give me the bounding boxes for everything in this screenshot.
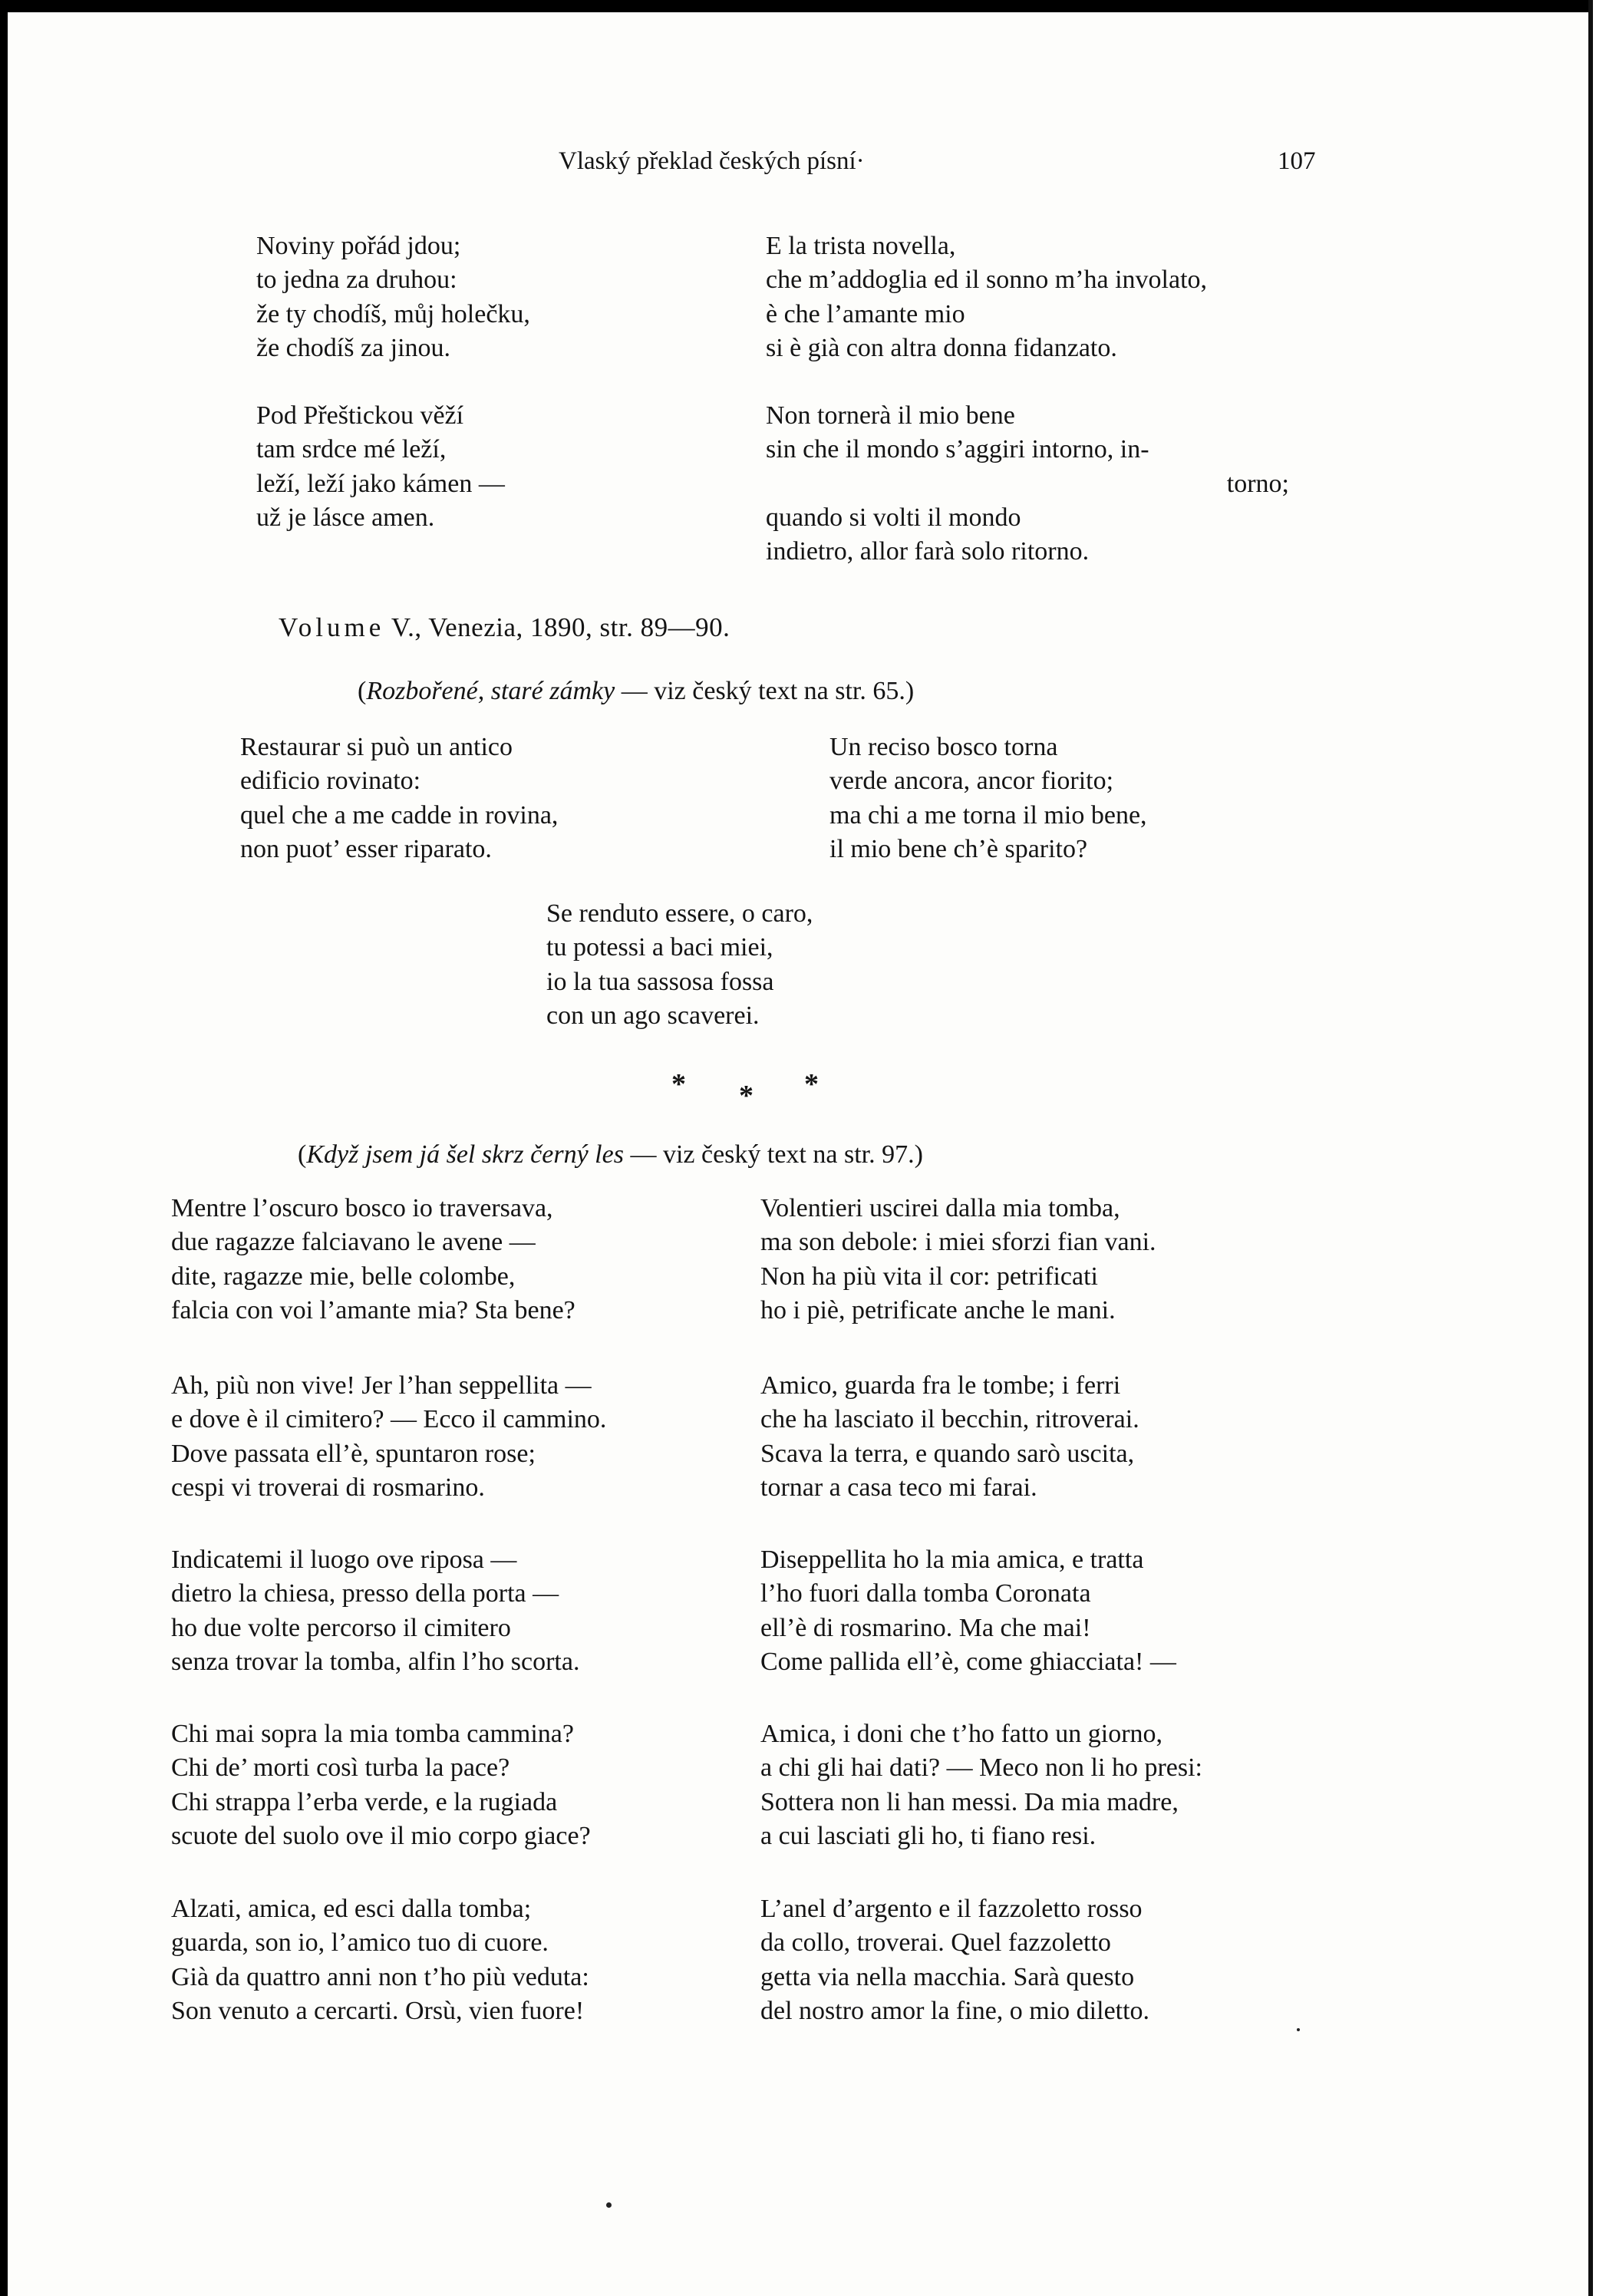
verse-line: Indicatemi il luogo ove riposa — <box>171 1546 517 1574</box>
verse-line: due ragazze falciavano le avene — <box>171 1228 536 1257</box>
song-reference-1: (Rozbořené, staré zámky — viz český text na str. 65.) <box>358 677 915 705</box>
right-stanza <box>760 1717 1202 1853</box>
verse-line-continuation: torno; <box>1226 469 1289 498</box>
verse-line: ell’è di rosmarino. Ma che mai! <box>760 1613 1091 1642</box>
verse-line: Dove passata ell’è, spuntaron rose; <box>171 1439 536 1468</box>
verse-line: e dove è il cimitero? — Ecco il cammino. <box>171 1405 607 1434</box>
asterisk: * <box>739 1080 754 1112</box>
verse-line: cespi vi troverai di rosmarino. <box>171 1473 485 1502</box>
verse-line: Chi de’ morti così turba la pace? <box>171 1753 510 1783</box>
source-citation <box>279 612 730 643</box>
verse-line: Amica, i doni che t’ho fatto un giorno, <box>760 1720 1163 1748</box>
verse-line: Amico, guarda fra le tombe; i ferri <box>760 1371 1121 1400</box>
left-stanza <box>171 1892 589 2028</box>
song-title: Když jsem já šel skrz černý les <box>306 1140 624 1169</box>
verse-line: falcia con voi l’amante mia? Sta bene? <box>171 1295 575 1324</box>
song-reference-2: (Když jsem já šel skrz černý les — viz český text na str. 97.) <box>298 1140 923 1169</box>
verse-line: indietro, allor farà solo ritorno. <box>766 537 1090 566</box>
book-page <box>8 12 1588 2296</box>
verse-line: è che l’amante mio <box>766 299 965 328</box>
left-stanza <box>171 1192 575 1328</box>
verse-line: Mentre l’oscuro bosco io traversava, <box>171 1194 553 1222</box>
verse-line: si è già con altra donna fidanzato. <box>766 333 1117 362</box>
verse-line: tam srdce mé leží, <box>256 435 447 464</box>
verse-line: Chi mai sopra la mia tomba cammina? <box>171 1720 574 1748</box>
page-number: 107 <box>1278 147 1316 175</box>
verse-line: verde ancora, ancor fiorito; <box>829 767 1114 796</box>
verse-line: Restaurar si può un antico <box>240 733 513 761</box>
verse-line: Chi strappa l’erba verde, e la rugiada <box>171 1787 558 1816</box>
czech-stanza-2 <box>256 399 505 535</box>
verse-line: io la tua sassosa fossa <box>546 967 774 996</box>
verse-line: tornar a casa teco mi farai. <box>760 1473 1037 1502</box>
verse-line: che ha lasciato il becchin, ritroverai. <box>760 1405 1139 1434</box>
print-speck <box>1297 2028 1300 2031</box>
verse-line: con un ago scaverei. <box>546 1001 760 1030</box>
left-stanza <box>240 731 558 866</box>
verse-line: Volentieri uscirei dalla mia tomba, <box>760 1194 1120 1222</box>
italian-stanza-1 <box>766 229 1207 365</box>
czech-stanza-1 <box>256 229 530 365</box>
verse-line: ho i piè, petrificate anche le mani. <box>760 1295 1116 1324</box>
asterism-divider <box>668 1067 844 1113</box>
verse-line: del nostro amor la fine, o mio diletto. <box>760 1996 1150 2025</box>
right-stanza <box>760 1543 1176 1679</box>
verse-line: že chodíš za jinou. <box>256 333 451 362</box>
verse-line: getta via nella macchia. Sarà questo <box>760 1962 1135 1991</box>
verse-line: Scava la terra, e quando sarò uscita, <box>760 1439 1135 1468</box>
verse-line: tu potessi a baci miei, <box>546 933 773 962</box>
verse-line: a chi gli hai dati? — Meco non li ho presi: <box>760 1753 1202 1783</box>
verse-line: že ty chodíš, můj holečku, <box>256 299 530 328</box>
right-stanza <box>829 731 1147 866</box>
verse-line: Se renduto essere, o caro, <box>546 899 813 928</box>
verse-line: Come pallida ell’è, come ghiacciata! — <box>760 1647 1176 1676</box>
verse-line: Un reciso bosco torna <box>829 733 1058 761</box>
left-stanza <box>171 1369 606 1505</box>
running-header <box>8 147 1588 178</box>
verse-line: a cui lasciati gli ho, ti fiano resi. <box>760 1821 1096 1850</box>
verse-line: edificio rovinato: <box>240 767 421 796</box>
verse-line: scuote del suolo ove il mio corpo giace? <box>171 1821 591 1850</box>
verse-line: Diseppellita ho la mia amica, e tratta <box>760 1546 1144 1574</box>
verse-line: guarda, son io, l’amico tuo di cuore. <box>171 1928 549 1958</box>
running-title: Vlaský překlad českých písní· <box>559 147 865 175</box>
italian-stanza-2 <box>766 399 1289 569</box>
verse-line: Non ha più vita il cor: petrificati <box>760 1262 1098 1291</box>
verse-line: che m’addoglia ed il sonno m’ha involato, <box>766 266 1208 295</box>
verse-line: Son venuto a cercarti. Orsù, vien fuore! <box>171 1996 585 2025</box>
verse-line: l’ho fuori dalla tomba Coronata <box>760 1579 1091 1608</box>
verse-line: non puot’ esser riparato. <box>240 834 492 863</box>
verse-line: da collo, troverai. Quel fazzoletto <box>760 1928 1111 1958</box>
right-stanza <box>760 1192 1156 1328</box>
asterisk: * <box>804 1068 819 1100</box>
verse-line: leží, leží jako kámen — <box>256 469 505 498</box>
song-title: Rozbořené, staré zámky <box>366 677 615 705</box>
source-details: V., Venezia, 1890, str. 89—90. <box>384 612 730 642</box>
left-stanza <box>171 1717 591 1853</box>
verse-line: ma chi a me torna il mio bene, <box>829 800 1147 830</box>
verse-line: už je lásce amen. <box>256 503 435 532</box>
verse-line: Sottera non li han messi. Da mia madre, <box>760 1787 1179 1816</box>
source-volume-word: Volume <box>279 612 385 642</box>
verse-line: Non tornerà il mio bene <box>766 401 1015 430</box>
verse-line: quando si volti il mondo <box>766 503 1021 532</box>
verse-line: Già da quattro anni non t’ho più veduta: <box>171 1962 589 1991</box>
verse-line: L’anel d’argento e il fazzoletto rosso <box>760 1895 1143 1923</box>
verse-line: dietro la chiesa, presso della porta — <box>171 1579 559 1608</box>
right-stanza <box>760 1369 1139 1505</box>
verse-line: ma son debole: i miei sforzi fian vani. <box>760 1228 1156 1257</box>
verse-line: ho due volte percorso il cimitero <box>171 1613 511 1642</box>
verse-line: sin che il mondo s’aggiri intorno, in- <box>766 435 1149 464</box>
page-edge <box>1588 0 1606 2296</box>
verse-line: quel che a me cadde in rovina, <box>240 800 559 830</box>
asterisk: * <box>671 1068 686 1100</box>
verse-line: il mio bene ch’è sparito? <box>829 834 1088 863</box>
verse-line: Alzati, amica, ed esci dalla tomba; <box>171 1895 532 1923</box>
verse-line: Ah, più non vive! Jer l’han seppellita — <box>171 1371 592 1400</box>
verse-line: to jedna za druhou: <box>256 266 457 295</box>
verse-line: senza trovar la tomba, alfin l’ho scorta. <box>171 1647 580 1676</box>
verse-line: E la trista novella, <box>766 232 956 260</box>
verse-line: Noviny pořád jdou; <box>256 232 461 260</box>
right-stanza <box>760 1892 1149 2028</box>
center-stanza <box>546 897 813 1033</box>
print-speck <box>606 2202 612 2208</box>
verse-line: Pod Přeštickou věží <box>256 401 464 430</box>
left-stanza <box>171 1543 579 1679</box>
verse-line: dite, ragazze mie, belle colombe, <box>171 1262 516 1291</box>
